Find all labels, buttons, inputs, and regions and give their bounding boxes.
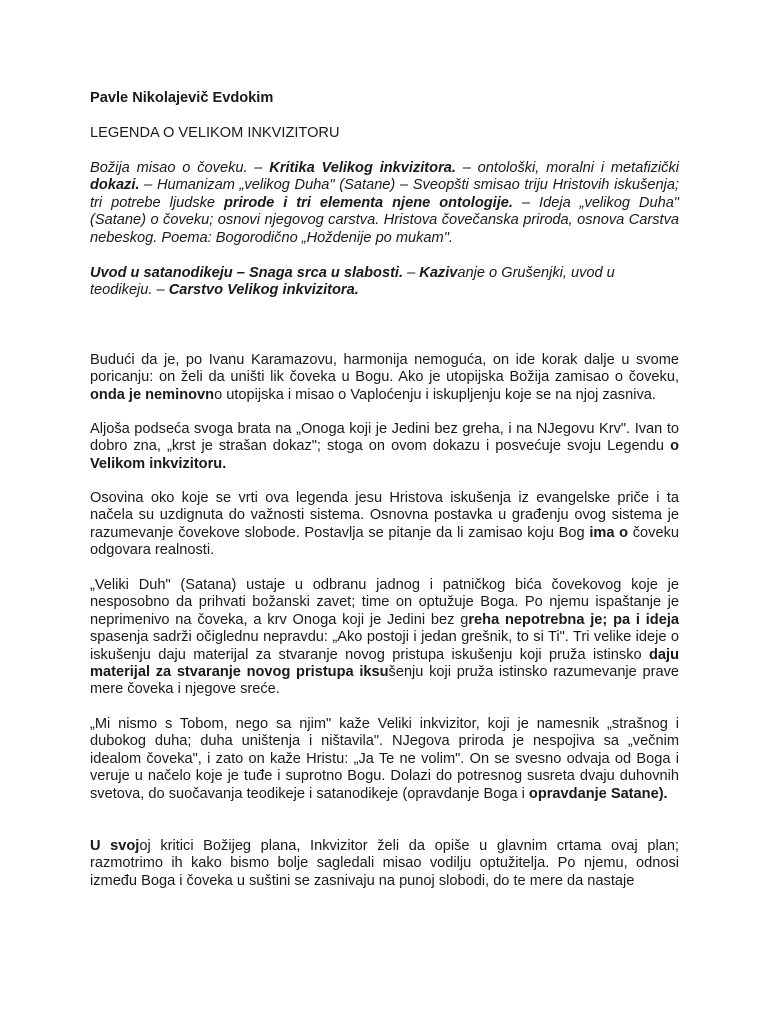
text-run: – (403, 265, 420, 281)
chapter-outline (90, 265, 679, 300)
text-run: o utopijska i misao o Vaploćenju i iskupljenju koje se na njoj zasniva. (214, 386, 656, 403)
bold-text-run: prirode i tri elementa njene ontologije. (224, 194, 513, 211)
body-paragraph-3 (90, 490, 679, 560)
bold-text-run: daju materijal za stvaranje novog pristupa iksu (90, 646, 679, 681)
bold-text-run: o Velikom inkvizitoru. (90, 438, 679, 472)
text-run: – ontološki, moralni i metafizički (455, 160, 679, 176)
bold-text-run: Kritika Velikog inkvizitora. (269, 160, 456, 176)
bold-text-run: Kaziv (419, 265, 458, 281)
bold-text-run: opravdanje Satane). (528, 785, 668, 802)
text-run: Budući da je, po Ivanu Karamazovu, harmonija nemoguća, on ide korak dalje u svome poricanju: on želi da uništi lik čoveka u Bogu. Ako je utopijska Božija zamisao o čoveku, (90, 352, 679, 386)
text-run: Osovina oko koje se vrti ova legenda jesu Hristova iskušenja iz evangelske priče i ta načela su uzdignuta do važnosti sistema. Osnovna postavka u građenju ovog sistema je razumevanje čovekove slobode. Postavlja se pitanje da li zamisao koju Bog (90, 490, 679, 541)
body-paragraph-1 (90, 352, 679, 404)
text-run: Božija misao o čoveku. – (90, 160, 270, 176)
bold-text-run: reha nepotrebna je; pa i ideja (468, 611, 679, 628)
bold-text-run: Carstvo Velikog inkvizitora. (168, 282, 359, 299)
author-name: Pavle Nikolajevič Evdokim (90, 90, 274, 106)
bold-text-run: U svoj (90, 838, 140, 854)
text-run: oj kritici Božijeg plana, Inkvizitor želi da opiše u glavnim crtama ovaj plan; razmotrimo ih kako bismo bolje sagledali misao vodilju optužitelja. Po njemu, odnosi između Boga i čoveka u suštini se zasnivaju na punoj slobodi, do te mere da nastaje (90, 838, 679, 889)
text-run: „Veliki Duh" (Satana) ustaje u odbranu jadnog i patničkog bića čovekovog koje je nesposobno da prihvati božanski zavet; time on optužuje Boga. Po njemu ispaštanje je neprimenivo na čoveka, a krv Onoga koji je Jedini bez g (90, 577, 679, 628)
body-paragraph-2 (90, 421, 679, 473)
text-run: šenju koji pruža istinsko razumevanje prave mere čoveka i njegove sreće. (90, 664, 679, 698)
bold-text-run: Uvod u satanodikeju – Snaga srca u slabosti. (90, 265, 404, 281)
document-title: LEGENDA O VELIKOM INKVIZITORU (90, 125, 340, 141)
text-run: anje o Grušenjki, uvod u teodikeju. – (90, 265, 615, 299)
text-run: čoveku odgovara realnosti. (90, 524, 679, 559)
bold-text-run: onda je neminovn (90, 386, 215, 403)
bold-text-run: dokazi. (90, 177, 140, 194)
text-run: Aljoša podseća svoga brata na „Onoga koji je Jedini bez greha, i na NJegovu Krv". Ivan to dobro zna, „krst je strašan dokaz"; stoga on ovom dokazu i posvećuje svoju Legendu (90, 421, 679, 455)
chapter-summary (90, 160, 679, 247)
body-paragraph-5 (90, 716, 679, 803)
body-paragraph-6 (90, 838, 679, 890)
text-run: – Ideja „velikog Duha" (Satane) o čoveku; osnovi njegovog carstva. Hristova čovečanska priroda, osnova Carstva nebeskog. Poema: Bogorodično „Hoždenije po mukam". (90, 194, 679, 246)
text-run: „Mi nismo s Tobom, nego sa njim" kaže Veliki inkvizitor, koji je namesnik „strašnog i dubokog duha; duha uništenja i ništavila". NJegova priroda je nespojiva sa „večnim idealom čoveka", i zato on kaže Hristu: „Ja Te ne volim". On se svesno odvaja od Boga i veruje u načelo koje je tuđe i suprotno Bogu. Dolazi do potresnog susreta dvaju duhovnih svetova, do suočavanja teodikeje i satanodikeje (opravdanje Boga i (90, 716, 679, 802)
bold-text-run: ima o (589, 524, 629, 541)
text-run: – Humanizam „velikog Duha" (Satane) – Sveopšti smisao triju Hristovih iskušenja; tri potrebe ljudske (90, 177, 679, 211)
body-paragraph-4 (90, 577, 679, 699)
text-run: spasenja sadrži očiglednu nepravdu: „Ako postoji i jedan grešnik, to si Ti". Tri velike ideje o iskušenju daju materijal za stvaranje novog pristupa iskušenju koji pruža istinsko (90, 629, 679, 663)
